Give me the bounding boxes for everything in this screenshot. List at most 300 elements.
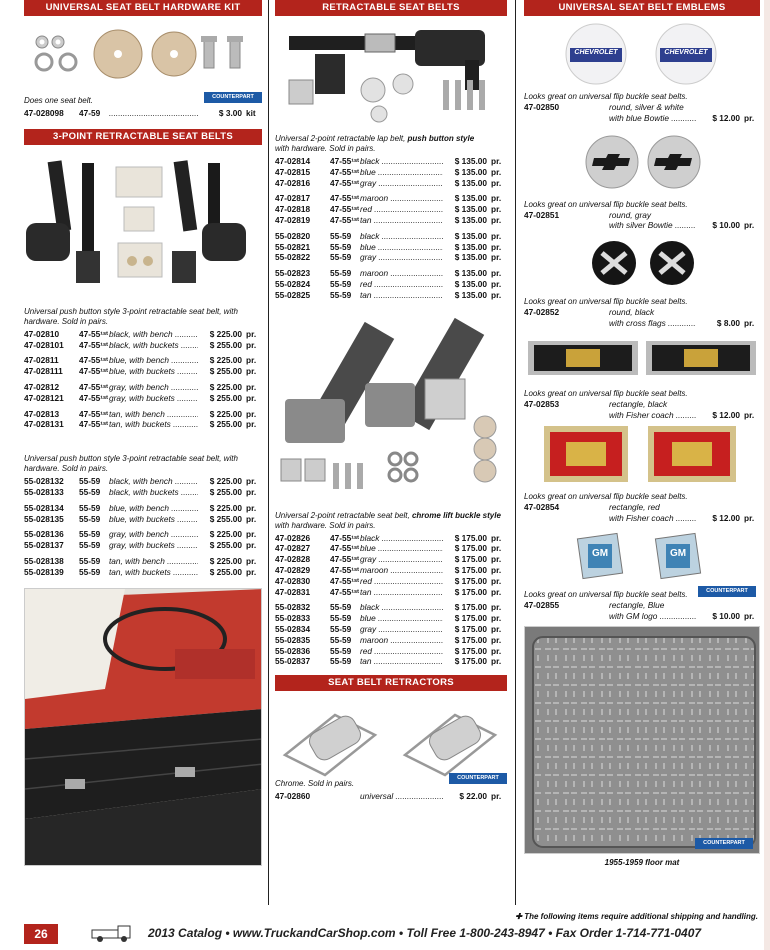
part-price: $ 255.00 bbox=[209, 339, 242, 350]
part-description: blue ..... bbox=[360, 613, 443, 624]
emblem-photo-47-02851 bbox=[524, 124, 760, 198]
part-description: red ..... bbox=[360, 279, 443, 290]
part-years bbox=[579, 410, 609, 421]
column-middle bbox=[275, 0, 507, 802]
part-number: 47-02814 bbox=[275, 156, 311, 166]
retractors-photo bbox=[275, 695, 507, 777]
part-price: $ 135.00 bbox=[454, 268, 487, 279]
emblem-photo-47-02854 bbox=[524, 420, 760, 490]
part-row bbox=[275, 156, 507, 167]
gm-logo-text: GM bbox=[669, 547, 687, 559]
part-row bbox=[275, 242, 507, 253]
part-years: 47-55¹ˢᵗ bbox=[330, 532, 359, 543]
part-unit: pr. bbox=[246, 328, 257, 339]
page-footer bbox=[0, 912, 770, 950]
part-price: $ 255.00 bbox=[209, 486, 242, 497]
part-row bbox=[275, 635, 507, 646]
part-price: $ 12.00 bbox=[712, 409, 740, 420]
part-row bbox=[275, 279, 507, 290]
emblem-spec-line-1: round, silver & white bbox=[609, 102, 684, 112]
part-row bbox=[275, 231, 507, 242]
part-years: 47-55¹ˢᵗ bbox=[79, 355, 108, 366]
part-number: 47-02811 bbox=[24, 355, 59, 366]
retractable-desc-style: push button style bbox=[407, 134, 475, 143]
part-number: 47-02828 bbox=[275, 554, 311, 565]
emblem-row bbox=[524, 318, 760, 329]
part-number: 47-028111 bbox=[24, 366, 63, 377]
chevrolet-logo-text: CHEVROLET bbox=[664, 49, 708, 56]
part-years bbox=[579, 600, 609, 611]
part-description bbox=[109, 108, 198, 119]
part-number: 47-028098 bbox=[24, 108, 64, 118]
part-row bbox=[275, 178, 507, 189]
part-description: maroon ..... bbox=[360, 268, 443, 279]
part-row bbox=[275, 252, 507, 263]
counterpart-badge: COUNTERPART bbox=[204, 92, 262, 103]
part-price: $ 175.00 bbox=[454, 602, 487, 613]
part-unit: pr. bbox=[491, 532, 502, 543]
part-number: 55-02822 bbox=[275, 252, 311, 263]
emblem-cross-flags-illustration bbox=[524, 231, 760, 295]
part-price: $ 225.00 bbox=[209, 555, 242, 566]
emblem-row bbox=[524, 502, 760, 513]
part-unit: pr. bbox=[246, 555, 257, 566]
part-years bbox=[579, 210, 609, 221]
part-number: 47-028101 bbox=[24, 339, 64, 350]
part-unit: pr. bbox=[491, 656, 502, 667]
part-description: black, with bench ..... bbox=[109, 476, 198, 487]
part-years: 55-59 bbox=[330, 613, 352, 624]
part-years: 55-59 bbox=[330, 623, 352, 634]
chrome-lift-belts-illustration bbox=[275, 309, 507, 509]
part-unit: pr. bbox=[246, 476, 257, 487]
part-price: $ 175.00 bbox=[454, 656, 487, 667]
emblem-row bbox=[524, 220, 760, 231]
emblem-photo-47-02850 bbox=[524, 16, 760, 90]
part-row bbox=[24, 382, 262, 393]
part-description: blue, with buckets ..... bbox=[109, 514, 198, 525]
part-number: 47-02854 bbox=[524, 502, 560, 513]
part-years: 47-55¹ˢᵗ bbox=[330, 575, 359, 586]
part-row bbox=[24, 340, 262, 351]
part-unit: pr. bbox=[744, 220, 755, 231]
footer-contact-line: 2013 Catalog • www.TruckandCarShop.com • Toll Free 1-800-243-8947 • Fax Order 1-714-771-0407 bbox=[148, 926, 702, 940]
part-row bbox=[275, 204, 507, 215]
part-unit: pr. bbox=[246, 419, 257, 430]
part-row bbox=[24, 487, 262, 498]
spacer bbox=[524, 318, 579, 329]
emblem-photo-47-02852 bbox=[524, 231, 760, 295]
part-years: 55-59 bbox=[79, 566, 101, 577]
part-number: 47-02855 bbox=[524, 599, 560, 610]
part-unit: pr. bbox=[744, 317, 755, 328]
part-years bbox=[579, 220, 609, 231]
emblem-spec-line-2: with Fisher coach ..... bbox=[609, 513, 696, 524]
part-row bbox=[24, 503, 262, 514]
part-price: $ 135.00 bbox=[454, 204, 487, 215]
truck-logo-icon bbox=[88, 922, 136, 944]
emblem-black-coach-illustration bbox=[524, 329, 760, 387]
part-row bbox=[24, 355, 262, 366]
part-row bbox=[24, 409, 262, 420]
part-description: black ..... bbox=[360, 602, 443, 613]
part-description: maroon ..... bbox=[360, 565, 443, 576]
part-row bbox=[24, 476, 262, 487]
part-number: 47-02826 bbox=[275, 532, 311, 543]
part-price: $ 175.00 bbox=[454, 634, 487, 645]
column-divider bbox=[268, 0, 269, 905]
part-years: 55-59 bbox=[330, 268, 352, 279]
part-unit: pr. bbox=[491, 241, 502, 252]
3point-belts-photo bbox=[24, 153, 262, 305]
part-number: 47-02860 bbox=[275, 791, 311, 802]
emblem-spec-line-2: with cross flags ..... bbox=[609, 318, 696, 329]
part-row bbox=[275, 602, 507, 613]
part-description: blue, with buckets ..... bbox=[109, 366, 198, 377]
retractable-desc-text-2: with hardware. Sold in pairs. bbox=[275, 144, 376, 153]
part-unit: pr. bbox=[744, 610, 755, 621]
part-description: red ..... bbox=[360, 646, 443, 657]
part-number: 47-02827 bbox=[275, 543, 311, 554]
part-unit: pr. bbox=[246, 540, 257, 551]
part-description: red ..... bbox=[360, 576, 443, 587]
part-unit: pr. bbox=[491, 645, 502, 656]
part-price: $ 135.00 bbox=[454, 156, 487, 166]
part-price: $ 135.00 bbox=[454, 166, 487, 177]
part-unit: pr. bbox=[491, 543, 502, 554]
part-years bbox=[579, 307, 609, 318]
counterpart-badge: COUNTERPART bbox=[695, 838, 753, 849]
3point-belts-illustration bbox=[24, 153, 262, 305]
part-row bbox=[24, 393, 262, 404]
spacer bbox=[524, 611, 579, 622]
edge-stripe bbox=[764, 0, 770, 950]
part-number: 47-02813 bbox=[24, 408, 60, 419]
part-years: 47-55¹ˢᵗ bbox=[330, 177, 359, 188]
3point-description-b: Universal push button style 3-point retractable seat belt, with hardware. Sold in pairs. bbox=[24, 454, 238, 474]
part-unit: pr. bbox=[491, 278, 502, 289]
part-number: 55-028135 bbox=[24, 513, 64, 524]
part-years: 55-59 bbox=[79, 540, 101, 551]
part-price: $ 12.00 bbox=[712, 513, 740, 524]
retractable-belts-photo bbox=[275, 20, 507, 132]
part-number: 47-02851 bbox=[524, 209, 560, 220]
part-description: gray, with buckets ..... bbox=[109, 540, 198, 551]
part-row bbox=[275, 587, 507, 598]
part-row bbox=[275, 565, 507, 576]
chrome-desc-text-2: with hardware. Sold in pairs. bbox=[275, 520, 376, 530]
part-row bbox=[275, 554, 507, 565]
floor-mat-photo bbox=[524, 626, 760, 854]
part-price: $ 255.00 bbox=[209, 540, 242, 551]
part-description: black ..... bbox=[360, 231, 443, 242]
part-price: $ 255.00 bbox=[209, 566, 242, 577]
part-price: $ 175.00 bbox=[454, 543, 487, 554]
chrome-desc-style: chrome lift buckle style bbox=[411, 510, 501, 520]
part-row bbox=[275, 268, 507, 279]
part-unit: pr. bbox=[491, 586, 502, 597]
part-number: 55-02823 bbox=[275, 268, 311, 279]
emblem-row bbox=[524, 102, 760, 113]
part-years: 55-59 bbox=[79, 502, 101, 513]
part-row bbox=[275, 215, 507, 226]
part-row bbox=[275, 193, 507, 204]
part-number: 55-028137 bbox=[24, 540, 64, 551]
part-years: 47-55¹ˢᵗ bbox=[330, 166, 359, 177]
part-years: 47-55¹ˢᵗ bbox=[330, 156, 359, 166]
part-number: 47-02829 bbox=[275, 564, 311, 575]
part-unit: pr. bbox=[491, 575, 502, 586]
emblem-row bbox=[524, 113, 760, 124]
part-description: blue, with bench ..... bbox=[109, 503, 198, 514]
part-number: 55-028132 bbox=[24, 476, 64, 487]
part-price: $ 175.00 bbox=[454, 645, 487, 656]
part-years: 55-59 bbox=[330, 656, 352, 667]
part-number: 55-028139 bbox=[24, 566, 64, 577]
part-description: tan, with bench ..... bbox=[109, 409, 198, 420]
part-unit: pr. bbox=[491, 791, 502, 802]
part-years: 55-59 bbox=[79, 513, 101, 524]
emblem-photo-47-02853 bbox=[524, 329, 760, 387]
emblem-description: Looks great on universal flip buckle seat belts. bbox=[524, 199, 688, 209]
part-description: black ..... bbox=[360, 533, 443, 544]
part-years: 47-55¹ˢᵗ bbox=[330, 214, 359, 225]
part-price: $ 135.00 bbox=[454, 230, 487, 241]
part-price: $ 135.00 bbox=[454, 252, 487, 263]
emblem-spec-line-1: rectangle, red bbox=[609, 502, 660, 513]
part-number: 47-02853 bbox=[524, 398, 560, 409]
part-row bbox=[275, 576, 507, 587]
part-description: universal ..... bbox=[360, 791, 443, 802]
part-row bbox=[275, 613, 507, 624]
part-row bbox=[24, 567, 262, 578]
emblem-description: Looks great on universal flip buckle seat belts. bbox=[524, 589, 688, 599]
emblem-spec-line-2: with silver Bowtie ..... bbox=[609, 220, 696, 231]
part-number: 55-028133 bbox=[24, 486, 64, 497]
shipping-note: ✚ The following items require additional shipping and handling. bbox=[515, 912, 758, 921]
part-number: 47-02850 bbox=[524, 102, 560, 112]
part-price: $ 225.00 bbox=[209, 381, 242, 392]
part-number: 47-02818 bbox=[275, 204, 311, 215]
part-price: $ 175.00 bbox=[454, 532, 487, 543]
floor-mat-illustration bbox=[525, 627, 760, 854]
part-price: $ 135.00 bbox=[454, 214, 487, 225]
part-row bbox=[275, 167, 507, 178]
part-description: gray, with buckets ..... bbox=[109, 393, 198, 404]
emblem-row bbox=[524, 210, 760, 221]
part-number: 55-02833 bbox=[275, 613, 311, 624]
part-years: 47-55¹ˢᵗ bbox=[79, 392, 108, 403]
part-price: $ 175.00 bbox=[454, 586, 487, 597]
part-unit: pr. bbox=[246, 366, 257, 377]
part-unit: pr. bbox=[491, 564, 502, 575]
truck-interior-illustration bbox=[25, 589, 262, 866]
part-years bbox=[579, 318, 609, 329]
chrome-lift-description bbox=[275, 511, 507, 531]
part-unit: pr. bbox=[246, 502, 257, 513]
part-price: $ 255.00 bbox=[209, 366, 242, 377]
part-price: $ 12.00 bbox=[712, 112, 740, 123]
part-unit: pr. bbox=[246, 381, 257, 392]
part-unit: pr. bbox=[246, 339, 257, 350]
part-years: 47-55¹ˢᵗ bbox=[79, 408, 108, 419]
part-number: 55-02835 bbox=[275, 634, 311, 645]
part-description: tan ..... bbox=[360, 215, 443, 226]
part-years: 55-59 bbox=[330, 634, 352, 645]
part-price: $ 225.00 bbox=[209, 529, 242, 540]
part-row bbox=[275, 646, 507, 657]
part-unit: pr. bbox=[491, 193, 502, 204]
part-row bbox=[24, 366, 262, 377]
part-price: $ 8.00 bbox=[716, 317, 740, 328]
section-title-3point: 3-POINT RETRACTABLE SEAT BELTS bbox=[24, 129, 262, 145]
part-description: gray ..... bbox=[360, 554, 443, 565]
part-number: 55-02820 bbox=[275, 230, 311, 241]
part-number: 55-02834 bbox=[275, 623, 311, 634]
part-description: blue ..... bbox=[360, 242, 443, 253]
emblem-silver-bowtie-illustration bbox=[524, 16, 760, 90]
part-price: $ 225.00 bbox=[209, 408, 242, 419]
emblem-red-coach-illustration bbox=[524, 420, 760, 490]
part-unit: pr. bbox=[491, 204, 502, 215]
part-years: 55-59 bbox=[79, 486, 101, 497]
part-years: 55-59 bbox=[79, 555, 101, 566]
part-row bbox=[275, 624, 507, 635]
chevrolet-logo-text: CHEVROLET bbox=[574, 49, 618, 56]
part-description: blue, with bench ..... bbox=[109, 355, 198, 366]
part-price: $ 135.00 bbox=[454, 278, 487, 289]
part-row bbox=[275, 656, 507, 667]
part-row bbox=[24, 529, 262, 540]
part-unit: pr. bbox=[491, 268, 502, 279]
part-number: 47-02831 bbox=[275, 586, 311, 597]
part-unit: pr. bbox=[246, 408, 257, 419]
part-row bbox=[275, 543, 507, 554]
emblem-row bbox=[524, 307, 760, 318]
part-row bbox=[275, 533, 507, 544]
retractors-illustration bbox=[275, 695, 507, 777]
part-description: tan ..... bbox=[360, 656, 443, 667]
part-price: $ 10.00 bbox=[712, 220, 740, 231]
part-price: $ 135.00 bbox=[454, 289, 487, 300]
part-years: 47-55¹ˢᵗ bbox=[330, 193, 359, 204]
part-price: $ 3.00 bbox=[218, 108, 242, 118]
emblem-photo-47-02855 bbox=[524, 524, 760, 588]
part-number: 47-02830 bbox=[275, 575, 311, 586]
part-unit: pr. bbox=[246, 486, 257, 497]
part-years: 47-55¹ˢᵗ bbox=[330, 543, 359, 554]
part-price: $ 175.00 bbox=[454, 554, 487, 565]
part-description: tan ..... bbox=[360, 290, 443, 301]
part-price: $ 175.00 bbox=[454, 575, 487, 586]
column-divider bbox=[515, 0, 516, 905]
part-description: black, with buckets ..... bbox=[109, 340, 198, 351]
part-unit: pr. bbox=[491, 613, 502, 624]
column-left bbox=[24, 0, 262, 866]
part-price: $ 175.00 bbox=[454, 613, 487, 624]
emblem-row bbox=[524, 513, 760, 524]
part-price: $ 255.00 bbox=[209, 419, 242, 430]
part-unit: pr. bbox=[491, 156, 502, 166]
floor-mat-caption: 1955-1959 floor mat bbox=[604, 857, 680, 867]
part-row bbox=[24, 556, 262, 567]
part-unit: pr. bbox=[491, 230, 502, 241]
part-price: $ 135.00 bbox=[454, 241, 487, 252]
part-unit: pr. bbox=[491, 602, 502, 613]
part-price: $ 225.00 bbox=[209, 476, 242, 487]
part-years bbox=[579, 502, 609, 513]
emblem-spec-line-1: round, gray bbox=[609, 209, 651, 220]
part-description: tan, with buckets ..... bbox=[109, 419, 198, 430]
hardware-kit-photo bbox=[24, 22, 262, 94]
part-years: 47-55¹ˢᵗ bbox=[79, 339, 108, 350]
part-description: gray ..... bbox=[360, 178, 443, 189]
part-description: red ..... bbox=[360, 204, 443, 215]
part-number: 55-02837 bbox=[275, 656, 311, 667]
emblem-spec-line-2: with GM logo ..... bbox=[609, 611, 696, 622]
part-price: $ 255.00 bbox=[209, 513, 242, 524]
part-number: 47-02852 bbox=[524, 307, 560, 318]
chrome-lift-belts-photo bbox=[275, 309, 507, 509]
section-title-retractable: RETRACTABLE SEAT BELTS bbox=[275, 0, 507, 16]
part-price: $ 135.00 bbox=[454, 177, 487, 188]
hardware-kit-illustration bbox=[24, 22, 262, 94]
part-description: gray, with bench ..... bbox=[109, 529, 198, 540]
part-row bbox=[24, 419, 262, 430]
part-price: $ 255.00 bbox=[209, 392, 242, 403]
part-years: 55-59 bbox=[330, 645, 352, 656]
part-years: 47-55¹ˢᵗ bbox=[330, 564, 359, 575]
part-years bbox=[579, 102, 609, 113]
hardware-kit-description: Does one seat belt. bbox=[24, 96, 93, 105]
part-years: 55-59 bbox=[330, 278, 352, 289]
retractable-belts-illustration bbox=[275, 20, 507, 132]
retractable-description bbox=[275, 134, 507, 154]
spacer bbox=[524, 113, 579, 124]
part-years: 47-55¹ˢᵗ bbox=[79, 381, 108, 392]
part-number: 47-028131 bbox=[24, 419, 64, 430]
part-unit: pr. bbox=[744, 112, 755, 123]
part-unit: kit bbox=[246, 108, 256, 118]
section-title-emblems: UNIVERSAL SEAT BELT EMBLEMS bbox=[524, 0, 760, 16]
part-years bbox=[579, 513, 609, 524]
chrome-desc-text: Universal 2-point retractable seat belt, bbox=[275, 510, 412, 520]
part-number: 55-02824 bbox=[275, 278, 311, 289]
spacer bbox=[524, 410, 579, 421]
part-description: blue ..... bbox=[360, 167, 443, 178]
part-years: 47-55¹ˢᵗ bbox=[330, 586, 359, 597]
part-years bbox=[330, 791, 360, 802]
emblem-gray-bowtie-illustration bbox=[524, 124, 760, 198]
part-years: 55-59 bbox=[330, 230, 352, 241]
part-description: gray ..... bbox=[360, 252, 443, 263]
section-title-hardware-kit: UNIVERSAL SEAT BELT HARDWARE KIT bbox=[24, 0, 262, 16]
part-years: 55-59 bbox=[330, 252, 352, 263]
part-number: 55-028136 bbox=[24, 529, 64, 540]
part-unit: pr. bbox=[491, 634, 502, 645]
counterpart-badge: COUNTERPART bbox=[449, 773, 507, 784]
emblem-row bbox=[524, 611, 760, 622]
part-row bbox=[24, 514, 262, 525]
emblem-row bbox=[524, 600, 760, 611]
part-years bbox=[579, 399, 609, 410]
part-number: 55-02821 bbox=[275, 241, 311, 252]
spacer bbox=[524, 513, 579, 524]
part-description: maroon ..... bbox=[360, 635, 443, 646]
part-price: $ 225.00 bbox=[209, 355, 242, 366]
part-row bbox=[24, 108, 262, 119]
part-unit: pr. bbox=[246, 392, 257, 403]
